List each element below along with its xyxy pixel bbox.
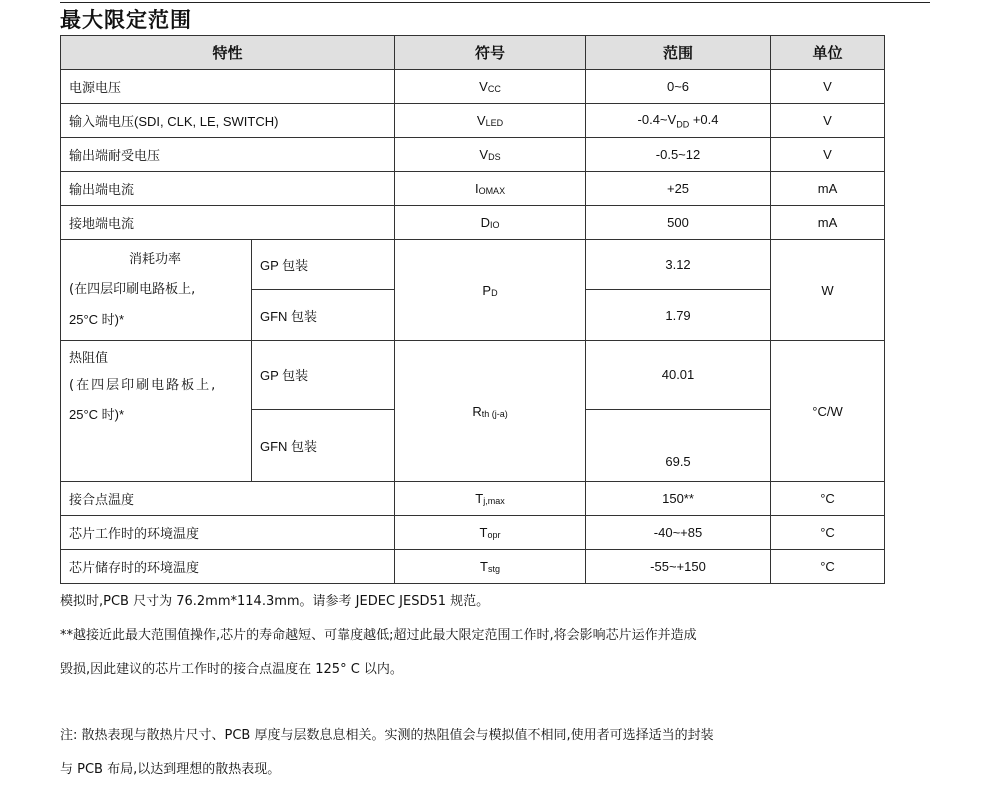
range-cell: 1.79	[586, 290, 771, 341]
table-row	[61, 206, 885, 240]
range-cell: 150**	[586, 482, 771, 516]
unit-cell: °C/W	[771, 341, 885, 482]
symbol-cell: $T_{stg}$	[395, 550, 586, 584]
unit-cell: mA	[771, 172, 885, 206]
range-cell: -55~+150	[586, 550, 771, 584]
thermal-label-cell: 热阻值 (在四层印刷电路板上, 25°C 时)*	[61, 341, 252, 482]
property-cell: 芯片储存时的环境温度	[61, 550, 395, 584]
symbol-cell: $V_{DS}$	[395, 138, 586, 172]
unit-cell: W	[771, 240, 885, 341]
table-row	[61, 482, 885, 516]
unit-cell: V	[771, 138, 885, 172]
package-cell: GFN 包装	[252, 290, 395, 341]
table-row-power-gp	[61, 240, 885, 290]
unit-cell: °C	[771, 516, 885, 550]
range-cell: +25	[586, 172, 771, 206]
range-cell: $-0.4\sim V_{DD} +0.4$	[586, 104, 771, 138]
table-row	[61, 138, 885, 172]
header-symbol: 符号	[395, 36, 586, 70]
range-cell: -0.5~12	[586, 138, 771, 172]
warning-line-1: **越接近此最大范围值操作,芯片的寿命越短、可靠度越低;超过此最大限定范围工作时,将会影响芯片运作并造成	[60, 628, 697, 643]
unit-cell: V	[771, 70, 885, 104]
header-property: 特性	[61, 36, 395, 70]
power-label-cell: 消耗功率 (在四层印刷电路板上, 25°C 时)*	[61, 240, 252, 341]
table-row-thermal-gp	[61, 341, 885, 410]
header-unit: 单位	[771, 36, 885, 70]
property-cell: 输出端耐受电压	[61, 138, 395, 172]
table-row	[61, 104, 885, 138]
max-ratings-table	[60, 35, 885, 584]
symbol-cell: $V_{CC}$	[395, 70, 586, 104]
unit-cell: °C	[771, 482, 885, 516]
property-cell: 接合点温度	[61, 482, 395, 516]
symbol-cell: $D_{IO}$	[395, 206, 586, 240]
top-rule	[60, 2, 930, 3]
range-cell: -40~+85	[586, 516, 771, 550]
range-cell: 69.5	[586, 409, 771, 481]
package-cell: GFN 包装	[252, 409, 395, 481]
simulation-note: 模拟时,PCB 尺寸为 76.2mm*114.3mm。请参考 JEDEC JESD51 规范。	[60, 594, 490, 609]
unit-cell: V	[771, 104, 885, 138]
header-range: 范围	[586, 36, 771, 70]
property-cell: 接地端电流	[61, 206, 395, 240]
table-header-row	[61, 36, 885, 70]
table-row	[61, 550, 885, 584]
property-cell: 电源电压	[61, 70, 395, 104]
symbol-cell: $T_{j,max}$	[395, 482, 586, 516]
symbol-cell: $T_{opr}$	[395, 516, 586, 550]
package-cell: GP 包装	[252, 240, 395, 290]
unit-cell: mA	[771, 206, 885, 240]
section-title: 最大限定范围	[60, 8, 192, 32]
table-row	[61, 70, 885, 104]
range-cell: 0~6	[586, 70, 771, 104]
property-cell: 输出端电流	[61, 172, 395, 206]
unit-cell: °C	[771, 550, 885, 584]
warning-line-2: 毁损,因此建议的芯片工作时的接合点温度在 125° C 以内。	[60, 662, 403, 677]
symbol-cell: $V_{LED}$	[395, 104, 586, 138]
table-row	[61, 516, 885, 550]
property-cell: 芯片工作时的环境温度	[61, 516, 395, 550]
range-cell: 3.12	[586, 240, 771, 290]
package-cell: GP 包装	[252, 341, 395, 410]
symbol-cell: $P_D$	[395, 240, 586, 341]
range-cell: 500	[586, 206, 771, 240]
property-cell: 输入端电压(SDI, CLK, LE, SWITCH)	[61, 104, 395, 138]
thermal-note-line-2: 与 PCB 布局,以达到理想的散热表现。	[60, 762, 281, 777]
symbol-cell: $I_{OMAX}$	[395, 172, 586, 206]
table-row	[61, 172, 885, 206]
thermal-note-line-1: 注: 散热表现与散热片尺寸、PCB 厚度与层数息息相关。实测的热阻值会与模拟值不相同,使用者可选择适当的封装	[60, 728, 714, 743]
range-cell: 40.01	[586, 341, 771, 410]
symbol-cell: $R_{th (j-a)}$	[395, 341, 586, 482]
